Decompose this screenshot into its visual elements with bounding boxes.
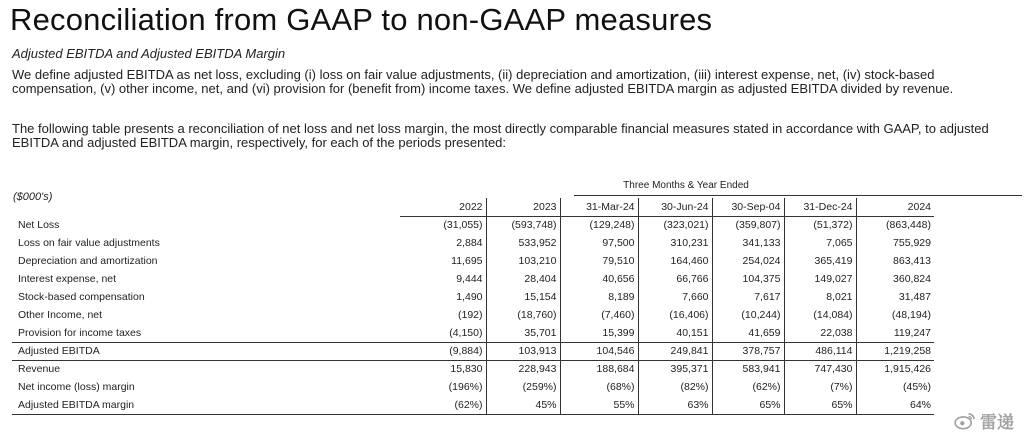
- table-cell: (7%): [784, 378, 856, 396]
- table-cell: (68%): [560, 378, 638, 396]
- table-row: [12, 324, 934, 342]
- header-blank: [12, 198, 400, 216]
- table-cell: 15,154: [486, 288, 560, 306]
- table-cell: (62%): [712, 378, 784, 396]
- table-cell: 7,660: [638, 288, 712, 306]
- table-row: [12, 234, 934, 252]
- table-cell: 8,189: [560, 288, 638, 306]
- table-cell: 22,038: [784, 324, 856, 342]
- table-header-row: [12, 198, 934, 216]
- table-cell: 119,247: [856, 324, 934, 342]
- table-row: [12, 378, 934, 396]
- table-row: [12, 270, 934, 288]
- table-cell: 378,757: [712, 342, 784, 360]
- table-cell: 7,617: [712, 288, 784, 306]
- table-cell: 66,766: [638, 270, 712, 288]
- table-cell: 97,500: [560, 234, 638, 252]
- column-header: 2023: [486, 198, 560, 216]
- watermark: [954, 408, 1014, 433]
- table-cell: 228,943: [486, 360, 560, 378]
- table-cell: 341,133: [712, 234, 784, 252]
- table-cell: 8,021: [784, 288, 856, 306]
- table-cell: (863,448): [856, 216, 934, 234]
- table-cell: 533,952: [486, 234, 560, 252]
- row-label: Adjusted EBITDA margin: [12, 396, 400, 414]
- table-cell: 149,027: [784, 270, 856, 288]
- table-cell: 188,684: [560, 360, 638, 378]
- row-label: Provision for income taxes: [18, 326, 142, 339]
- definition-paragraph: We define adjusted EBITDA as net loss, excluding (i) loss on fair value adjustments, (ii) depreciation and amortization, (iii) interest expense, net, (iv) stock-based compensation, (v) other income, net, and (vi) provision for (benefit from) income taxes. We define adjusted EBITDA margin as adjusted EBITDA divided by revenue.: [12, 67, 954, 96]
- table-row: [12, 252, 934, 270]
- table-cell: 40,656: [560, 270, 638, 288]
- table-cell: (45%): [856, 378, 934, 396]
- table-cell: 249,841: [638, 342, 712, 360]
- table-cell: (4,150): [449, 326, 483, 339]
- table-cell: (16,406): [638, 306, 712, 324]
- table-cell: 863,413: [856, 252, 934, 270]
- table-row: [12, 288, 934, 306]
- table-cell: 104,375: [712, 270, 784, 288]
- table-cell: 1,490: [456, 291, 483, 303]
- table-cell: 15,830: [400, 360, 486, 378]
- table-cell: (323,021): [638, 216, 712, 234]
- table-cell: 103,210: [486, 252, 560, 270]
- table-cell: 103,913: [486, 342, 560, 360]
- row-label: Revenue: [12, 360, 400, 378]
- row-label: Loss on fair value adjustments: [18, 237, 160, 249]
- table-cell: (18,760): [486, 306, 560, 324]
- table-cell: (129,248): [560, 216, 638, 234]
- table-cell: (31,055): [443, 219, 483, 232]
- table-cell: (82%): [638, 378, 712, 396]
- units-label: ($000's): [13, 191, 53, 203]
- table-cell: 395,371: [638, 360, 712, 378]
- table-cell: 15,399: [560, 324, 638, 342]
- table-cell: 2,884: [456, 237, 483, 249]
- table-cell: 365,419: [784, 252, 856, 270]
- column-header: 2024: [856, 198, 934, 216]
- table-row: [12, 396, 934, 414]
- table-cell: 35,701: [486, 324, 560, 342]
- table-cell: 64%: [856, 396, 934, 414]
- table-cell: 104,546: [560, 342, 638, 360]
- table-cell: 79,510: [560, 252, 638, 270]
- table-cell: 55%: [560, 396, 638, 414]
- table-cell: 755,929: [856, 234, 934, 252]
- period-header: Three Months & Year Ended: [623, 180, 749, 191]
- table-cell: (593,748): [486, 216, 560, 234]
- table-row: [12, 342, 934, 360]
- column-header: 31-Dec-24: [784, 198, 856, 216]
- table-cell: 254,024: [712, 252, 784, 270]
- period-header-rule: [574, 195, 1022, 196]
- table-cell: 41,659: [712, 324, 784, 342]
- table-cell: 310,231: [638, 234, 712, 252]
- row-label: Net income (loss) margin: [18, 381, 135, 393]
- table-cell: 486,114: [784, 342, 856, 360]
- table-cell: 11,695: [451, 255, 483, 267]
- column-header: 30-Sep-04: [712, 198, 784, 216]
- table-row: [12, 306, 934, 324]
- table-cell: 1,915,426: [856, 360, 934, 378]
- column-header: 31-Mar-24: [560, 198, 638, 216]
- row-label: Other Income, net: [18, 309, 103, 321]
- table-cell: (359,807): [712, 216, 784, 234]
- table-cell: (7,460): [560, 306, 638, 324]
- table-cell: 28,404: [486, 270, 560, 288]
- table-cell: 65%: [712, 396, 784, 414]
- column-header: 30-Jun-24: [638, 198, 712, 216]
- reconciliation-table: [12, 198, 934, 415]
- table-cell: (62%): [400, 396, 486, 414]
- section-subtitle: Adjusted EBITDA and Adjusted EBITDA Margin: [12, 46, 286, 61]
- page-title: Reconciliation from GAAP to non-GAAP measures: [10, 2, 713, 37]
- table-cell: (196%): [448, 381, 483, 393]
- table-cell: 9,444: [456, 273, 483, 285]
- row-label: Stock-based compensation: [18, 291, 145, 303]
- table-cell: (10,244): [712, 306, 784, 324]
- table-cell: 65%: [784, 396, 856, 414]
- weibo-icon: [954, 412, 976, 430]
- watermark-text: 雷递: [980, 413, 1014, 432]
- row-label: Adjusted EBITDA: [12, 342, 400, 360]
- table-cell: 360,824: [856, 270, 934, 288]
- table-cell: (192): [457, 309, 483, 321]
- table-cell: 31,487: [856, 288, 934, 306]
- table-cell: (51,372): [784, 216, 856, 234]
- table-cell: 747,430: [784, 360, 856, 378]
- table-cell: (48,194): [856, 306, 934, 324]
- table-cell: 7,065: [784, 234, 856, 252]
- table-cell: (259%): [486, 378, 560, 396]
- column-header: 2022: [400, 198, 486, 216]
- intro-paragraph: The following table presents a reconciliation of net loss and net loss margin, the most directly comparable financial measures stated in accordance with GAAP, to adjusted EBITDA and adjusted EBITDA margin, respectively, for each of the periods presented:: [12, 121, 989, 150]
- row-label: Interest expense, net: [18, 273, 117, 285]
- table-cell: 164,460: [638, 252, 712, 270]
- table-cell: (9,884): [400, 342, 486, 360]
- row-label: Net Loss: [18, 219, 60, 231]
- table-row: [12, 216, 934, 234]
- table-cell: 40,151: [638, 324, 712, 342]
- table-cell: (14,084): [784, 306, 856, 324]
- table-cell: 63%: [638, 396, 712, 414]
- table-cell: 1,219,258: [856, 342, 934, 360]
- table-row: [12, 360, 934, 378]
- table-cell: 583,941: [712, 360, 784, 378]
- table-cell: 45%: [486, 396, 560, 414]
- row-label: Depreciation and amortization: [18, 255, 158, 267]
